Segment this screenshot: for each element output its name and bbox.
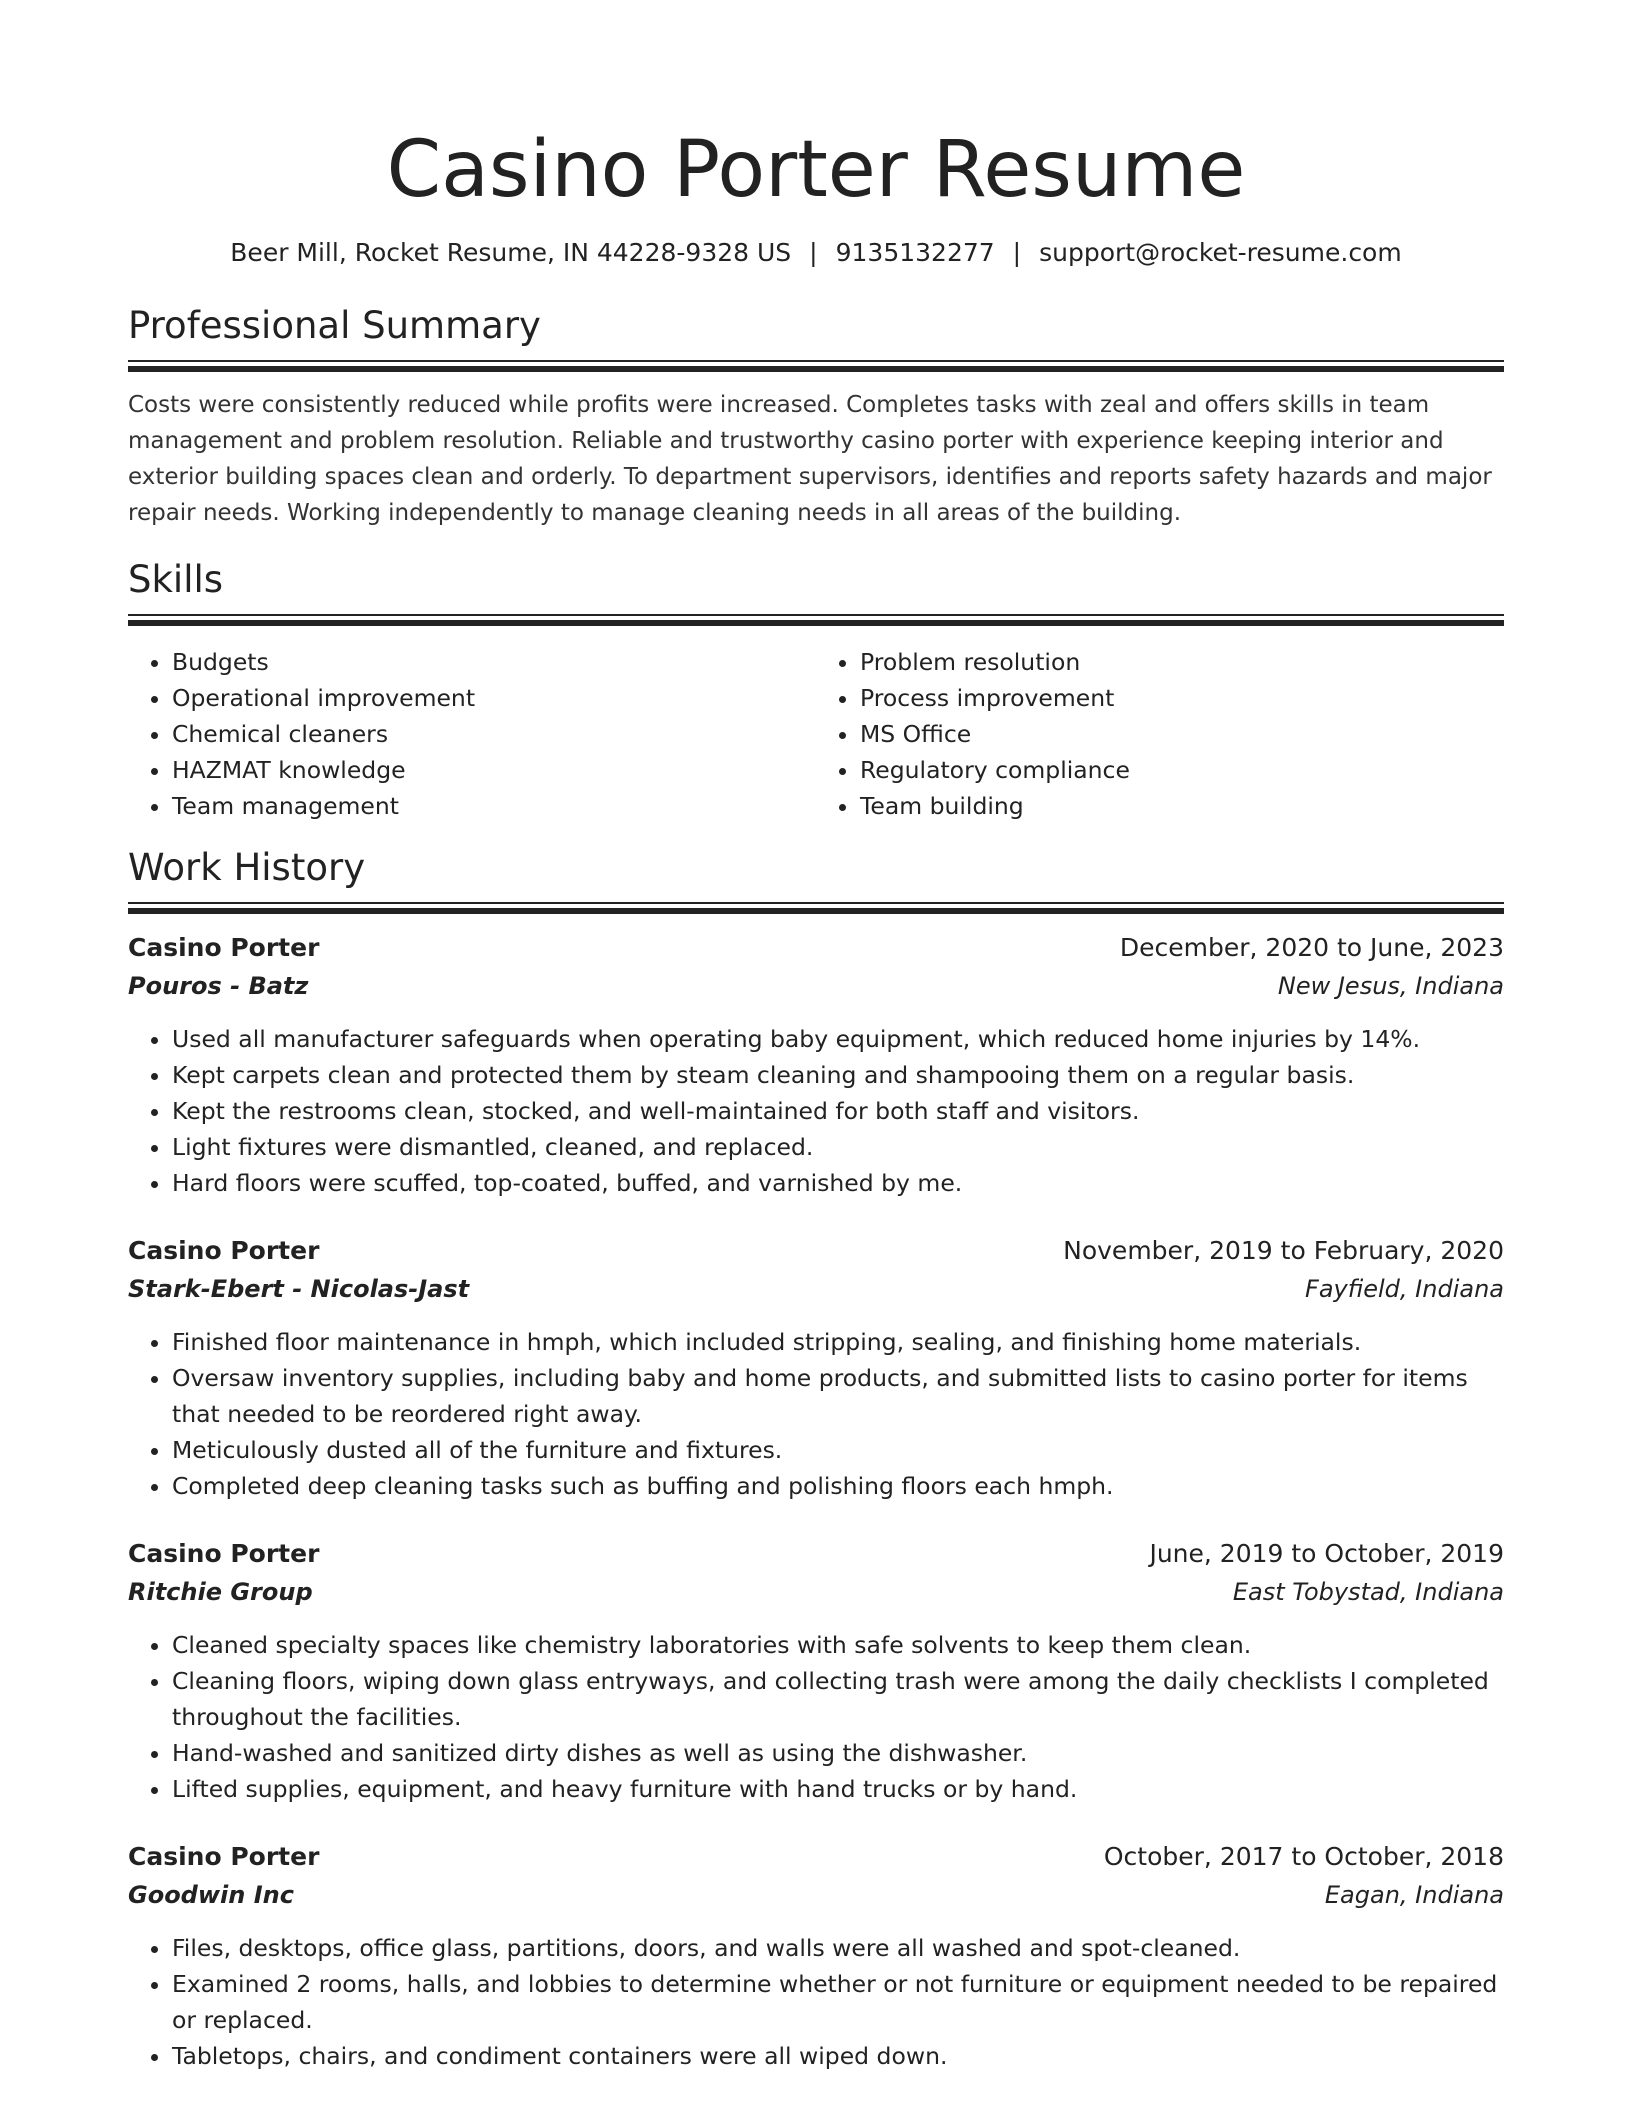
job-subheader [128, 1876, 1504, 1914]
contact-address: Beer Mill, Rocket Resume, IN 44228-9328 US [230, 238, 792, 267]
job-location: Fayfield, Indiana [1305, 1275, 1504, 1303]
job-dates: December, 2020 to June, 2023 [1119, 933, 1504, 962]
job-bullet: • Kept the restrooms clean, stocked, and well-maintained for both staff and visitors. [172, 1093, 1504, 1129]
job-bullet: • Meticulously dusted all of the furniture and fixtures. [172, 1432, 1504, 1468]
skill-item: • Team building [860, 788, 1504, 824]
job-bullets [128, 1021, 1504, 1201]
section-title-skills: Skills [128, 558, 224, 601]
job-bullet: • Hand-washed and sanitized dirty dishes as well as using the dishwasher. [172, 1735, 1504, 1771]
job-subheader [128, 967, 1504, 1005]
section-divider [128, 614, 1504, 626]
job-subheader [128, 1573, 1504, 1611]
job-bullet: • Tabletops, chairs, and condiment containers were all wiped down. [172, 2038, 1504, 2074]
skill-item: • Chemical cleaners [172, 716, 816, 752]
section-divider [128, 902, 1504, 914]
job-title: Casino Porter [128, 933, 320, 962]
job-company: Goodwin Inc [128, 1881, 294, 1909]
skills-list-right [816, 644, 1504, 824]
job-location: Eagan, Indiana [1324, 1881, 1504, 1909]
job-header [128, 929, 1504, 967]
section-title-summary: Professional Summary [128, 304, 541, 347]
resume-page [128, 0, 1504, 2074]
job-bullet: • Oversaw inventory supplies, including baby and home products, and submitted lists to casino porter for items that needed to be reordered right away. [172, 1360, 1504, 1432]
job-bullets [128, 1627, 1504, 1807]
skill-item: • MS Office [860, 716, 1504, 752]
job-bullet: • Lifted supplies, equipment, and heavy furniture with hand trucks or by hand. [172, 1771, 1504, 1807]
skill-item: • Budgets [172, 644, 816, 680]
job-bullet: • Cleaned specialty spaces like chemistry laboratories with safe solvents to keep them clean. [172, 1627, 1504, 1663]
skill-item: • Problem resolution [860, 644, 1504, 680]
work-history-section [128, 846, 1504, 2074]
job-bullet: • Finished floor maintenance in hmph, which included stripping, sealing, and finishing home materials. [172, 1324, 1504, 1360]
contact-separator: | [809, 238, 818, 267]
job-bullet: • Hard floors were scuffed, top-coated, buffed, and varnished by me. [172, 1165, 1504, 1201]
job-bullet: • Light fixtures were dismantled, cleaned, and replaced. [172, 1129, 1504, 1165]
job-bullet: • Files, desktops, office glass, partitions, doors, and walls were all washed and spot-cleaned. [172, 1930, 1504, 1966]
job-entry [128, 1535, 1504, 1807]
job-bullet: • Cleaning floors, wiping down glass entryways, and collecting trash were among the daily checklists I completed throughout the facilities. [172, 1663, 1504, 1735]
job-dates: June, 2019 to October, 2019 [1149, 1539, 1504, 1568]
summary-text: Costs were consistently reduced while profits were increased. Completes tasks with zeal and offers skills in team management and problem resolution. Reliable and trustworthy casino porter with experience keeping interior and exterior building spaces clean and orderly. To department supervisors, identifies and reports safety hazards and major repair needs. Working independently to manage cleaning needs in all areas of the building. [128, 392, 1492, 526]
skill-item: • HAZMAT knowledge [172, 752, 816, 788]
job-bullet: • Examined 2 rooms, halls, and lobbies to determine whether or not furniture or equipment needed to be repaired or replaced. [172, 1966, 1504, 2038]
contact-separator: | [1012, 238, 1022, 267]
job-entry [128, 1838, 1504, 2074]
job-title: Casino Porter [128, 1539, 320, 1568]
job-bullet: • Kept carpets clean and protected them by steam cleaning and shampooing them on a regular basis. [172, 1057, 1504, 1093]
job-entry [128, 929, 1504, 1201]
job-entry [128, 1232, 1504, 1504]
contact-line [128, 238, 1504, 268]
job-bullet: • Completed deep cleaning tasks such as buffing and polishing floors each hmph. [172, 1468, 1504, 1504]
skill-item: • Operational improvement [172, 680, 816, 716]
contact-phone: 9135132277 [835, 238, 995, 267]
job-company: Ritchie Group [128, 1578, 313, 1606]
job-subheader [128, 1270, 1504, 1308]
job-location: East Tobystad, Indiana [1232, 1578, 1504, 1606]
contact-email: support@rocket-resume.com [1039, 238, 1402, 267]
skill-item: • Regulatory compliance [860, 752, 1504, 788]
job-bullet: • Used all manufacturer safeguards when operating baby equipment, which reduced home injuries by 14%. [172, 1021, 1504, 1057]
skill-item: • Team management [172, 788, 816, 824]
skills-columns [128, 644, 1504, 824]
skill-item: • Process improvement [860, 680, 1504, 716]
section-title-work: Work History [128, 846, 366, 889]
job-header [128, 1535, 1504, 1573]
skills-list-left [128, 644, 816, 824]
section-divider [128, 360, 1504, 372]
job-title: Casino Porter [128, 1236, 320, 1265]
job-bullets [128, 1930, 1504, 2074]
resume-title: Casino Porter Resume [386, 125, 1246, 215]
job-dates: October, 2017 to October, 2018 [1103, 1842, 1504, 1871]
job-title: Casino Porter [128, 1842, 320, 1871]
job-company: Pouros - Batz [128, 972, 309, 1000]
job-dates: November, 2019 to February, 2020 [1063, 1236, 1504, 1265]
skills-section [128, 558, 1504, 824]
summary-section [128, 304, 1504, 531]
job-header [128, 1838, 1504, 1876]
job-company: Stark-Ebert - Nicolas-Jast [128, 1275, 470, 1303]
job-header [128, 1232, 1504, 1270]
job-bullets [128, 1324, 1504, 1504]
job-location: New Jesus, Indiana [1277, 972, 1504, 1000]
